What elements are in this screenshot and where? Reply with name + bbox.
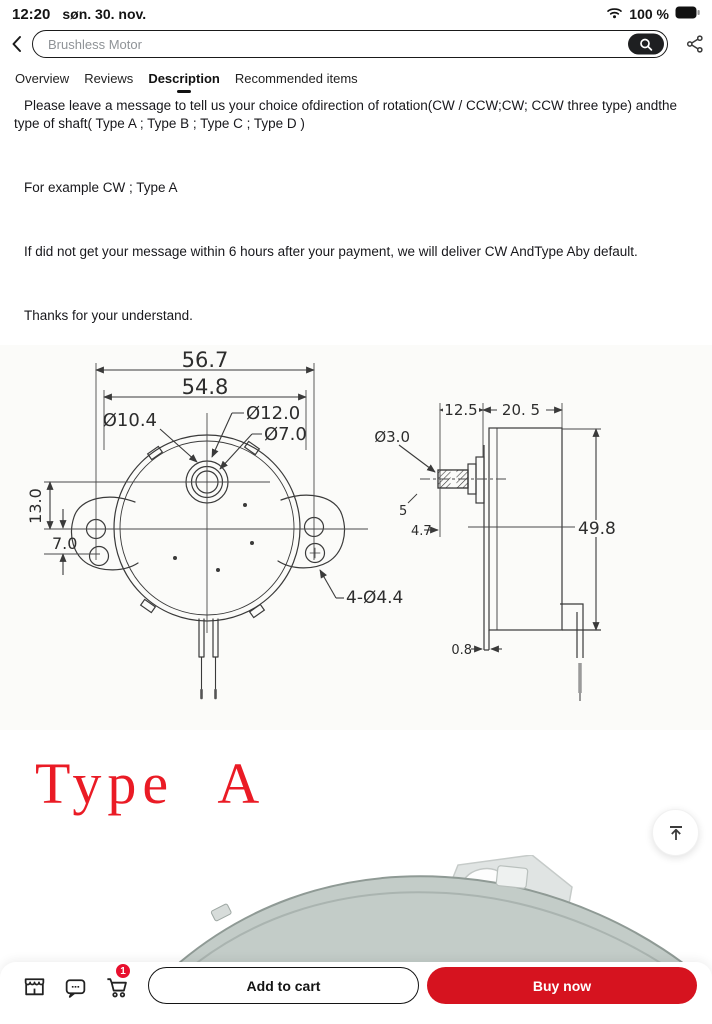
dim-hub-diameter: Ø10.4 — [102, 410, 157, 431]
wifi-icon — [606, 6, 623, 22]
status-date: søn. 30. nov. — [62, 5, 147, 22]
add-to-cart-button[interactable]: Add to cart — [148, 967, 419, 1004]
dim-overall-width: 56.7 — [181, 348, 229, 372]
status-bar — [0, 0, 712, 28]
battery-level: 100 % — [629, 6, 669, 22]
dim-shaft-length: 12.5 — [444, 401, 478, 419]
buy-now-button[interactable]: Buy now — [427, 967, 697, 1004]
share-button[interactable] — [678, 28, 712, 60]
dim-inner-width: 54.8 — [181, 375, 229, 399]
dim-step-length: 4.7 — [411, 524, 432, 539]
share-icon — [685, 34, 705, 54]
technical-drawing — [0, 345, 712, 730]
search-row — [0, 28, 712, 60]
product-photo — [0, 855, 712, 962]
back-button[interactable] — [0, 28, 32, 60]
description-paragraph: For example CW ; Type A — [24, 180, 178, 195]
bottom-action-bar — [0, 962, 712, 1024]
description-paragraph: If did not get your message within 6 hours after your payment, we will deliver CW AndType Aby default. — [24, 244, 638, 259]
dim-plate-thickness: 0.8 — [451, 643, 472, 658]
dim-shaft-hole-diameter: Ø7.0 — [264, 424, 307, 445]
store-icon — [22, 974, 47, 999]
description-paragraph: Thanks for your understand. — [24, 308, 193, 323]
dim-body-height: 49.8 — [578, 519, 616, 539]
status-time: 12:20 — [12, 5, 51, 23]
tab-reviews[interactable]: Reviews — [84, 70, 134, 86]
search-button[interactable] — [628, 34, 664, 55]
cart-badge: 1 — [115, 963, 131, 979]
battery-icon — [675, 6, 700, 22]
description-text — [0, 97, 712, 371]
tab-recommended-items[interactable]: Recommended items — [234, 70, 358, 86]
search-input[interactable] — [46, 36, 570, 53]
shaft-type-label: Type A — [35, 751, 266, 816]
dim-body-length: 20. 5 — [501, 401, 541, 419]
dim-flat-length: 5 — [399, 504, 408, 519]
search-pill — [32, 30, 668, 58]
dim-hole-offset: 7.0 — [52, 534, 78, 553]
chat-icon — [63, 975, 88, 1000]
scroll-to-top-button[interactable] — [652, 809, 699, 856]
chat-button[interactable] — [61, 973, 89, 1001]
dim-bearing-diameter: Ø12.0 — [246, 403, 301, 424]
tab-bar — [14, 66, 359, 90]
dim-shaft-diameter: Ø3.0 — [374, 428, 410, 446]
description-paragraph: Please leave a message to tell us your choice ofdirection of rotation(CW / CCW;CW; CCW three type) andthe type of shaft( Type A ; Type B ; Type C ; Type D ) — [14, 98, 678, 131]
search-icon — [639, 37, 653, 51]
dim-shaft-offset: 13.0 — [26, 488, 45, 524]
tab-overview[interactable]: Overview — [15, 70, 70, 86]
arrow-up-to-line-icon — [666, 823, 686, 843]
store-button[interactable] — [20, 972, 48, 1000]
dim-mounting-holes: 4-Ø4.4 — [346, 588, 404, 608]
tab-description[interactable]: Description — [148, 70, 220, 86]
